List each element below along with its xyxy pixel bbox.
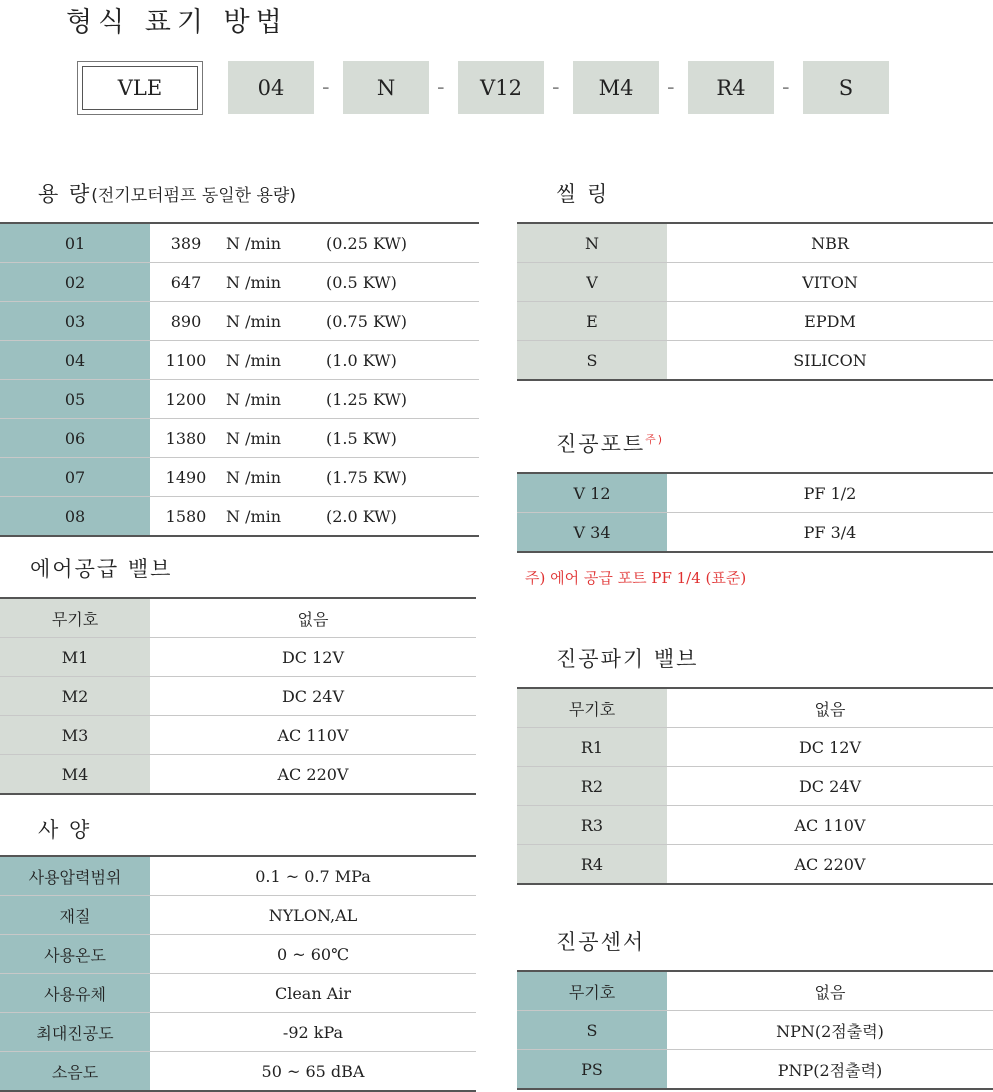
table-row: [0, 974, 476, 1013]
model-code-capacity: 04: [228, 61, 314, 114]
spec-label: 사용온도: [0, 935, 150, 974]
table-row: [0, 755, 476, 795]
model-code-vacuum-port: V12: [458, 61, 544, 114]
break-valve-code: 무기호: [517, 688, 667, 728]
model-code-separator: -: [322, 75, 330, 99]
model-code-row: [77, 61, 897, 117]
table-row: [517, 971, 993, 1011]
air-valve-code: M2: [0, 677, 150, 716]
model-code-base-box: [77, 61, 203, 115]
capacity-flow: 389: [170, 233, 202, 253]
sealing-value: NBR: [667, 223, 993, 263]
capacity-kw: (1.5 KW): [326, 428, 397, 448]
capacity-heading: 용 량(전기모터펌프 동일한 용량): [38, 182, 296, 206]
vacuum-port-value: PF 1/2: [667, 473, 993, 513]
page-title: 형식 표기 방법: [66, 7, 288, 38]
break-valve-code: R2: [517, 767, 667, 806]
capacity-unit: N /min: [226, 389, 282, 409]
table-row: [0, 677, 476, 716]
table-row: [0, 419, 479, 458]
capacity-unit: N /min: [226, 272, 282, 292]
break-valve-code: R1: [517, 728, 667, 767]
vacuum-port-code: V 34: [517, 513, 667, 553]
sealing-value: EPDM: [667, 302, 993, 341]
capacity-code: 02: [0, 263, 150, 302]
air-valve-value: 없음: [150, 598, 476, 638]
air-valve-heading: 에어공급 밸브: [30, 557, 173, 581]
table-row: [517, 513, 993, 553]
vacuum-port-code: V 12: [517, 473, 667, 513]
model-code-base: VLE: [82, 66, 198, 110]
spec-value: 0 ~ 60℃: [150, 935, 476, 974]
table-row: [517, 845, 993, 885]
capacity-flow: 890: [170, 311, 202, 331]
break-valve-value: DC 24V: [667, 767, 993, 806]
break-valve-code: R3: [517, 806, 667, 845]
vacuum-port-value: PF 3/4: [667, 513, 993, 553]
model-code-separator: -: [552, 75, 560, 99]
table-row: [0, 380, 479, 419]
air-valve-table: [0, 597, 476, 795]
capacity-unit: N /min: [226, 467, 282, 487]
air-valve-value: DC 24V: [150, 677, 476, 716]
capacity-unit: N /min: [226, 350, 282, 370]
break-valve-table: [517, 687, 993, 885]
vacuum-port-table: [517, 472, 993, 553]
capacity-kw: (1.75 KW): [326, 467, 408, 487]
sensor-code: PS: [517, 1050, 667, 1090]
air-valve-code: M4: [0, 755, 150, 795]
table-row: [0, 223, 479, 263]
sealing-code: S: [517, 341, 667, 381]
vacuum-port-footnote: 주) 에어 공급 포트 PF 1/4 (표준): [525, 569, 747, 587]
capacity-unit: N /min: [226, 311, 282, 331]
table-row: [0, 598, 476, 638]
air-valve-code: 무기호: [0, 598, 150, 638]
capacity-flow: 1490: [165, 467, 207, 487]
capacity-code: 03: [0, 302, 150, 341]
capacity-code: 01: [0, 223, 150, 263]
table-row: [517, 806, 993, 845]
table-row: [517, 1011, 993, 1050]
sensor-value: 없음: [667, 971, 993, 1011]
break-valve-value: AC 220V: [667, 845, 993, 885]
air-valve-value: AC 220V: [150, 755, 476, 795]
spec-label: 소음도: [0, 1052, 150, 1092]
table-row: [0, 935, 476, 974]
sealing-value: VITON: [667, 263, 993, 302]
table-row: [0, 263, 479, 302]
table-row: [517, 767, 993, 806]
table-row: [517, 223, 993, 263]
spec-value: Clean Air: [150, 974, 476, 1013]
capacity-kw: (1.25 KW): [326, 389, 408, 409]
sensor-heading: 진공센서: [556, 930, 646, 954]
table-row: [0, 856, 476, 896]
sensor-table: [517, 970, 993, 1090]
sensor-code: 무기호: [517, 971, 667, 1011]
sensor-code: S: [517, 1011, 667, 1050]
break-valve-code: R4: [517, 845, 667, 885]
table-row: [517, 341, 993, 381]
model-code-separator: -: [782, 75, 790, 99]
spec-label: 재질: [0, 896, 150, 935]
table-row: [517, 473, 993, 513]
sealing-value: SILICON: [667, 341, 993, 381]
capacity-code: 06: [0, 419, 150, 458]
break-valve-value: 없음: [667, 688, 993, 728]
model-code-separator: -: [667, 75, 675, 99]
capacity-flow: 1100: [165, 350, 207, 370]
capacity-unit: N /min: [226, 506, 282, 526]
capacity-flow: 647: [170, 272, 202, 292]
air-valve-value: AC 110V: [150, 716, 476, 755]
sealing-code: N: [517, 223, 667, 263]
break-valve-heading: 진공파기 밸브: [556, 647, 699, 671]
spec-value: 50 ~ 65 dBA: [150, 1052, 476, 1092]
capacity-table: [0, 222, 479, 537]
table-row: [0, 302, 479, 341]
table-row: [0, 716, 476, 755]
capacity-kw: (0.5 KW): [326, 272, 397, 292]
spec-value: -92 kPa: [150, 1013, 476, 1052]
table-row: [0, 896, 476, 935]
table-row: [517, 728, 993, 767]
capacity-kw: (0.75 KW): [326, 311, 408, 331]
spec-value: NYLON,AL: [150, 896, 476, 935]
model-code-separator: -: [437, 75, 445, 99]
table-row: [0, 638, 476, 677]
model-code-sensor: S: [803, 61, 889, 114]
capacity-code: 05: [0, 380, 150, 419]
capacity-kw: (2.0 KW): [326, 506, 397, 526]
model-code-break-valve: R4: [688, 61, 774, 114]
sealing-code: E: [517, 302, 667, 341]
vacuum-port-heading: 진공포트$^{주)}$: [556, 432, 665, 456]
capacity-unit: N /min: [226, 233, 282, 253]
capacity-unit: N /min: [226, 428, 282, 448]
capacity-flow: 1380: [165, 428, 207, 448]
sealing-table: [517, 222, 993, 381]
table-row: [517, 688, 993, 728]
break-valve-value: DC 12V: [667, 728, 993, 767]
table-row: [0, 497, 479, 537]
table-row: [0, 1052, 476, 1092]
sealing-code: V: [517, 263, 667, 302]
table-row: [517, 263, 993, 302]
table-row: [0, 458, 479, 497]
spec-table: [0, 855, 476, 1092]
table-row: [0, 1013, 476, 1052]
table-row: [517, 1050, 993, 1090]
capacity-kw: (1.0 KW): [326, 350, 397, 370]
spec-label: 최대진공도: [0, 1013, 150, 1052]
footnote-marker: 주): [645, 433, 665, 446]
air-valve-code: M3: [0, 716, 150, 755]
spec-label: 사용유체: [0, 974, 150, 1013]
sensor-value: NPN(2점출력): [667, 1011, 993, 1050]
spec-label: 사용압력범위: [0, 856, 150, 896]
sealing-heading: 씰 링: [556, 182, 610, 206]
table-row: [517, 302, 993, 341]
break-valve-value: AC 110V: [667, 806, 993, 845]
spec-value: 0.1 ~ 0.7 MPa: [150, 856, 476, 896]
capacity-flow: 1200: [165, 389, 207, 409]
capacity-kw: (0.25 KW): [326, 233, 408, 253]
model-code-sealing: N: [343, 61, 429, 114]
capacity-code: 07: [0, 458, 150, 497]
air-valve-code: M1: [0, 638, 150, 677]
sensor-value: PNP(2점출력): [667, 1050, 993, 1090]
table-row: [0, 341, 479, 380]
capacity-code: 04: [0, 341, 150, 380]
model-code-air-valve: M4: [573, 61, 659, 114]
spec-heading: 사 양: [38, 818, 92, 842]
capacity-code: 08: [0, 497, 150, 537]
capacity-flow: 1580: [165, 506, 207, 526]
air-valve-value: DC 12V: [150, 638, 476, 677]
